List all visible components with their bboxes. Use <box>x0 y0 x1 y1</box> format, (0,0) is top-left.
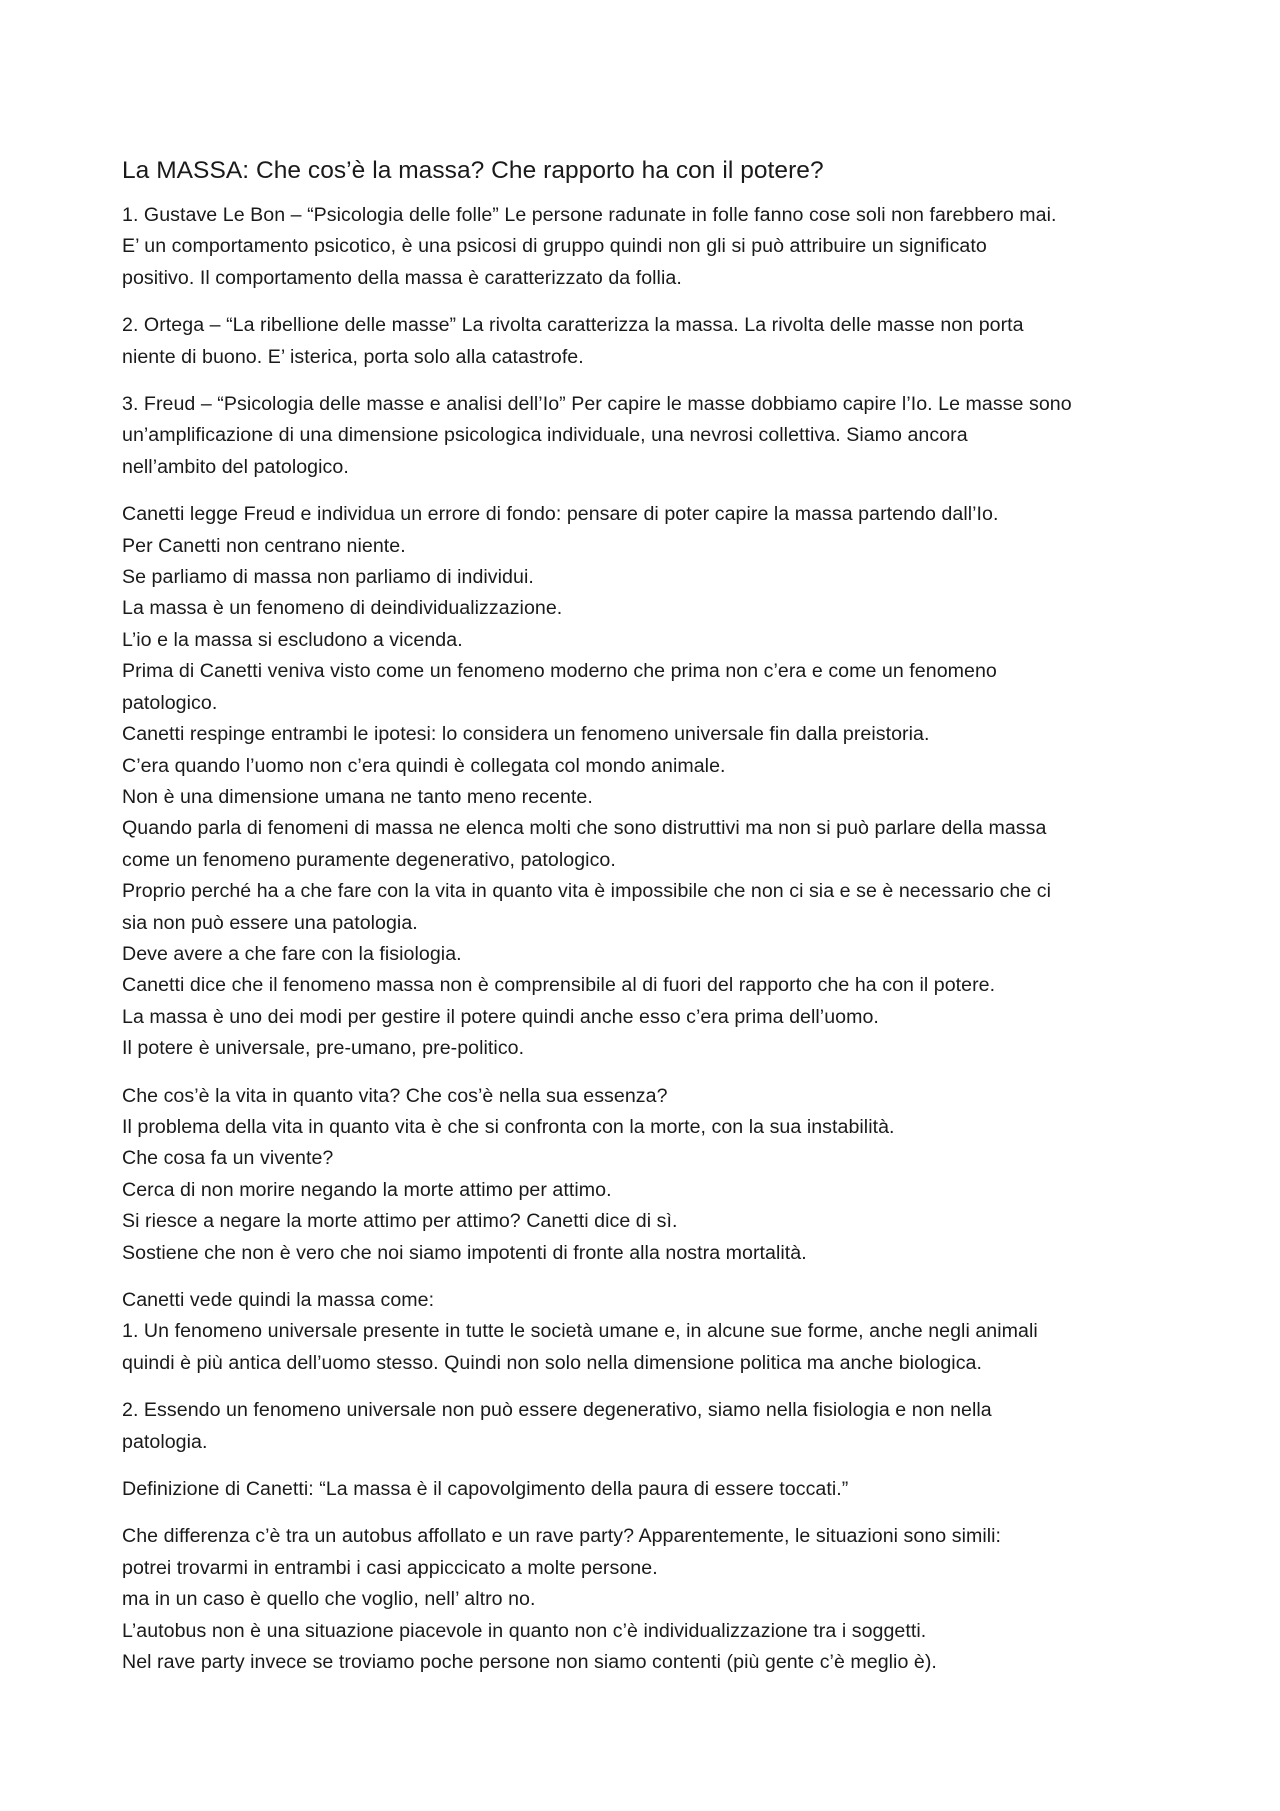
text-line: 1. Un fenomeno universale presente in tutte le società umane e, in alcune sue forme, anche negli animali <box>122 1320 1038 1343</box>
document-title: La MASSA: Che cos’è la massa? Che rapporto ha con il potere? <box>122 157 824 184</box>
paragraph <box>122 1395 1182 1458</box>
text-line: patologia. <box>122 1430 208 1453</box>
text-line: Che differenza c’è tra un autobus affollato e un rave party? Apparentemente, le situazioni sono simili: <box>122 1525 1002 1548</box>
text-line: Definizione di Canetti: “La massa è il capovolgimento della paura di essere toccati.” <box>122 1478 849 1501</box>
text-line: Quando parla di fenomeni di massa ne elenca molti che sono distruttivi ma non si può parlare della massa <box>122 817 1047 840</box>
text-line: Che cosa fa un vivente? <box>122 1147 334 1170</box>
text-line: C’era quando l’uomo non c’era quindi è collegata col mondo animale. <box>122 754 726 777</box>
text-line: positivo. Il comportamento della massa è caratterizzato da follia. <box>122 266 682 289</box>
text-line: 2. Essendo un fenomeno universale non può essere degenerativo, siamo nella fisiologia e non nella <box>122 1399 992 1422</box>
text-line: patologico. <box>122 691 218 714</box>
document-body <box>122 200 1182 1678</box>
text-line: E’ un comportamento psicotico, è una psicosi di gruppo quindi non gli si può attribuire un significato <box>122 235 987 258</box>
text-line: Il potere è universale, pre-umano, pre-politico. <box>122 1037 525 1060</box>
text-line: potrei trovarmi in entrambi i casi appiccicato a molte persone. <box>122 1556 658 1579</box>
text-line: La massa è un fenomeno di deindividualizzazione. <box>122 597 563 620</box>
text-line: Canetti legge Freud e individua un errore di fondo: pensare di poter capire la massa partendo dall’Io. <box>122 503 999 526</box>
text-line: Per Canetti non centrano niente. <box>122 534 406 557</box>
paragraph <box>122 200 1182 294</box>
text-line: La massa è uno dei modi per gestire il potere quindi anche esso c’era prima dell’uomo. <box>122 1005 879 1028</box>
paragraph <box>122 1474 1182 1505</box>
text-line: sia non può essere una patologia. <box>122 911 418 934</box>
paragraph <box>122 310 1182 373</box>
paragraph <box>122 1285 1182 1379</box>
paragraph <box>122 499 1182 1064</box>
text-line: L’autobus non è una situazione piacevole in quanto non c’è individualizzazione tra i soggetti. <box>122 1619 927 1642</box>
document-page <box>122 154 1182 1694</box>
text-line: un’amplificazione di una dimensione psicologica individuale, una nevrosi collettiva. Siamo ancora <box>122 424 968 447</box>
text-line: 2. Ortega – “La ribellione delle masse” La rivolta caratterizza la massa. La rivolta delle masse non porta <box>122 314 1024 337</box>
text-line: Sostiene che non è vero che noi siamo impotenti di fronte alla nostra mortalità. <box>122 1241 807 1264</box>
text-line: Nel rave party invece se troviamo poche persone non siamo contenti (più gente c’è meglio è). <box>122 1651 937 1674</box>
text-line: Deve avere a che fare con la fisiologia. <box>122 942 462 965</box>
paragraph <box>122 389 1182 483</box>
text-line: Non è una dimensione umana ne tanto meno recente. <box>122 785 593 808</box>
text-line: Se parliamo di massa non parliamo di individui. <box>122 566 534 589</box>
text-line: Canetti dice che il fenomeno massa non è comprensibile al di fuori del rapporto che ha con il potere. <box>122 974 996 997</box>
text-line: niente di buono. E’ isterica, porta solo alla catastrofe. <box>122 345 584 368</box>
text-line: L’io e la massa si escludono a vicenda. <box>122 628 463 651</box>
text-line: Si riesce a negare la morte attimo per attimo? Canetti dice di sì. <box>122 1210 678 1233</box>
text-line: 1. Gustave Le Bon – “Psicologia delle folle” Le persone radunate in folle fanno cose soli non farebbero mai. <box>122 204 1057 226</box>
text-line: quindi è più antica dell’uomo stesso. Quindi non solo nella dimensione politica ma anche biologica. <box>122 1351 982 1374</box>
text-line: Il problema della vita in quanto vita è che si confronta con la morte, con la sua instabilità. <box>122 1115 895 1138</box>
text-line: nell’ambito del patologico. <box>122 455 349 478</box>
text-line: ma in un caso è quello che voglio, nell’ altro no. <box>122 1588 536 1611</box>
text-line: Canetti respinge entrambi le ipotesi: lo considera un fenomeno universale fin dalla preistoria. <box>122 723 930 746</box>
text-line: 3. Freud – “Psicologia delle masse e analisi dell’Io” Per capire le masse dobbiamo capire l’Io. Le masse sono <box>122 393 1072 416</box>
text-line: come un fenomeno puramente degenerativo, patologico. <box>122 848 616 871</box>
paragraph <box>122 1081 1182 1269</box>
text-line: Canetti vede quindi la massa come: <box>122 1289 435 1311</box>
text-line: Cerca di non morire negando la morte attimo per attimo. <box>122 1178 612 1201</box>
text-line: Che cos’è la vita in quanto vita? Che cos’è nella sua essenza? <box>122 1084 668 1107</box>
text-line: Prima di Canetti veniva visto come un fenomeno moderno che prima non c’era e come un fenomeno <box>122 660 997 683</box>
text-line: Proprio perché ha a che fare con la vita in quanto vita è impossibile che non ci sia e se è necessario che ci <box>122 880 1052 903</box>
paragraph <box>122 1521 1182 1678</box>
